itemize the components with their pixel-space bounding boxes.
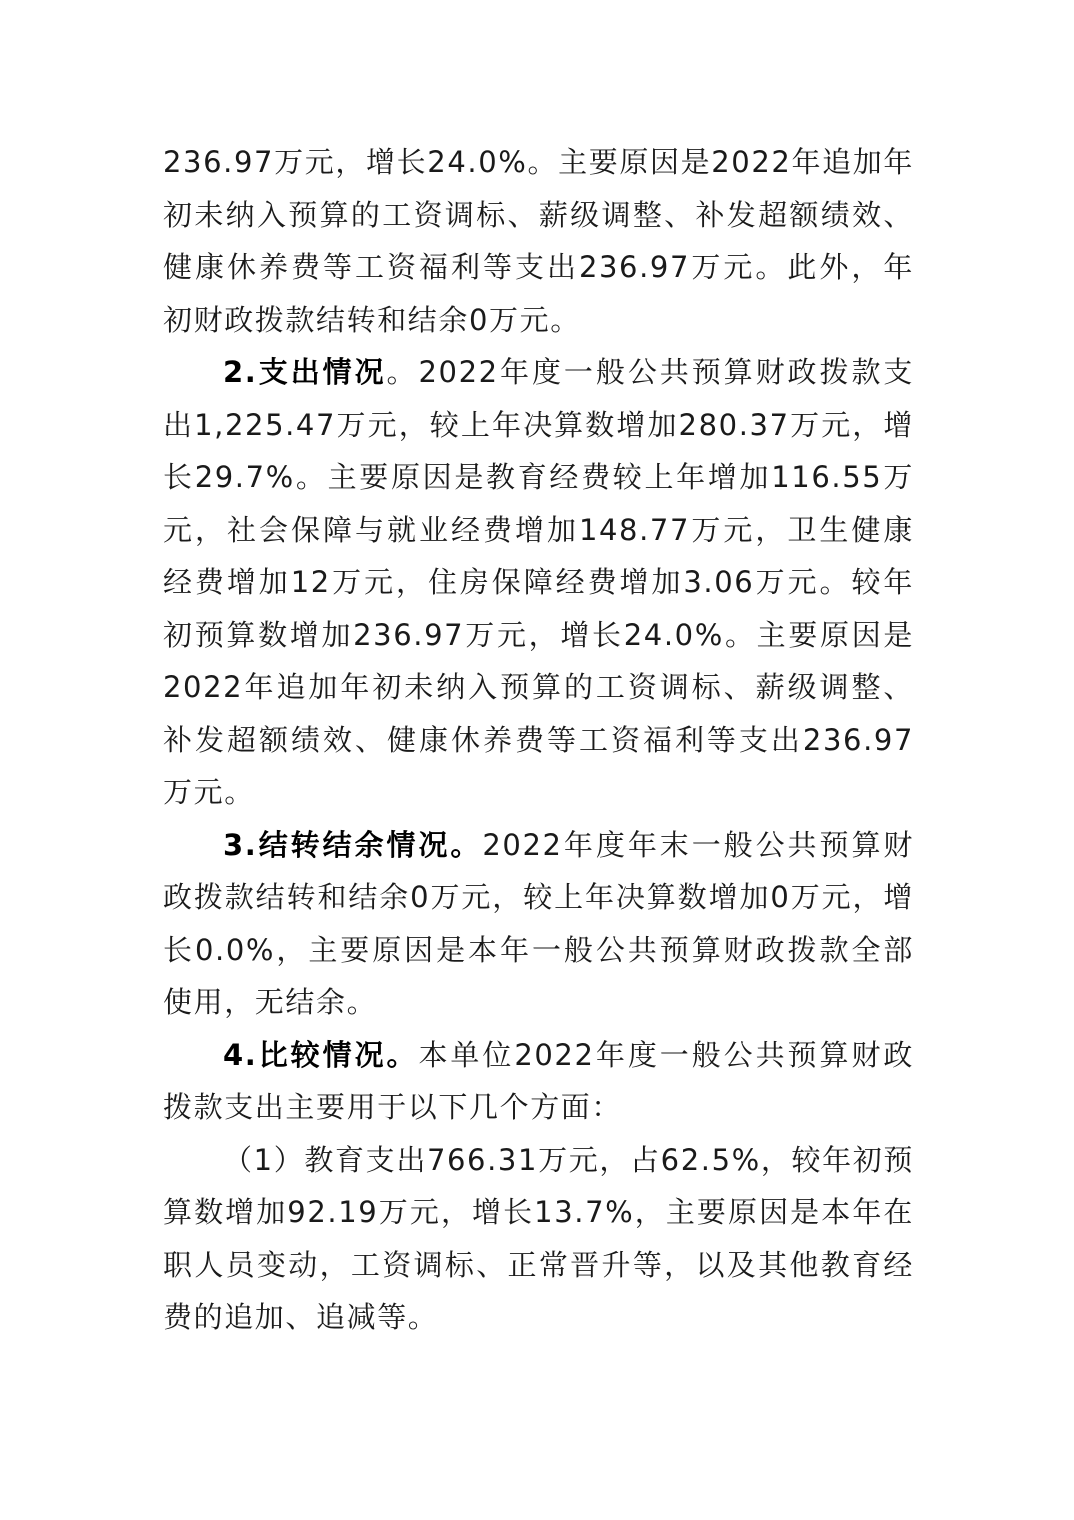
- paragraph-text: 236.97万元，增长24.0%。主要原因是2022年追加年初未纳入预算的工资调标、薪级调整、补发超额绩效、健康休养费等工资福利等支出236.97万元。此外，年初财政拨款结转和结余0万元。: [163, 145, 914, 337]
- paragraph-text: （1）教育支出766.31万元，占62.5%，较年初预算数增加92.19万元，增长13.7%，主要原因是本年在职人员变动，工资调标、正常晋升等，以及其他教育经费的追加、追减等。: [163, 1142, 914, 1334]
- paragraph-expenditure: [163, 346, 914, 819]
- paragraph-education-expenditure: [163, 1134, 914, 1344]
- section-heading-expenditure: 2.支出情况: [223, 355, 387, 389]
- paragraph-comparison: [163, 1029, 914, 1134]
- paragraph-budget-increase-continued: [163, 136, 914, 346]
- paragraph-text: 。2022年度一般公共预算财政拨款支出1,225.47万元，较上年决算数增加280.37万元，增长29.7%。主要原因是教育经费较上年增加116.55万元，社会保障与就业经费增加148.77万元，卫生健康经费增加12万元，住房保障经费增加3.06万元。较年初预算数增加236.97万元，增长24.0%。主要原因是2022年追加年初未纳入预算的工资调标、薪级调整、补发超额绩效、健康休养费等工资福利等支出236.97万元。: [163, 355, 914, 809]
- section-heading-carryover: 3.结转结余情况。: [223, 827, 483, 862]
- paragraph-text: 2022年度年末一般公共预算财政拨款结转和结余0万元，较上年决算数增加0万元，增长0.0%，主要原因是本年一般公共预算财政拨款全部使用，无结余。: [163, 827, 914, 1019]
- section-heading-comparison: 4.比较情况。: [223, 1037, 419, 1072]
- paragraph-carryover: [163, 819, 914, 1029]
- paragraph-text: 本单位2022年度一般公共预算财政拨款支出主要用于以下几个方面：: [163, 1037, 914, 1124]
